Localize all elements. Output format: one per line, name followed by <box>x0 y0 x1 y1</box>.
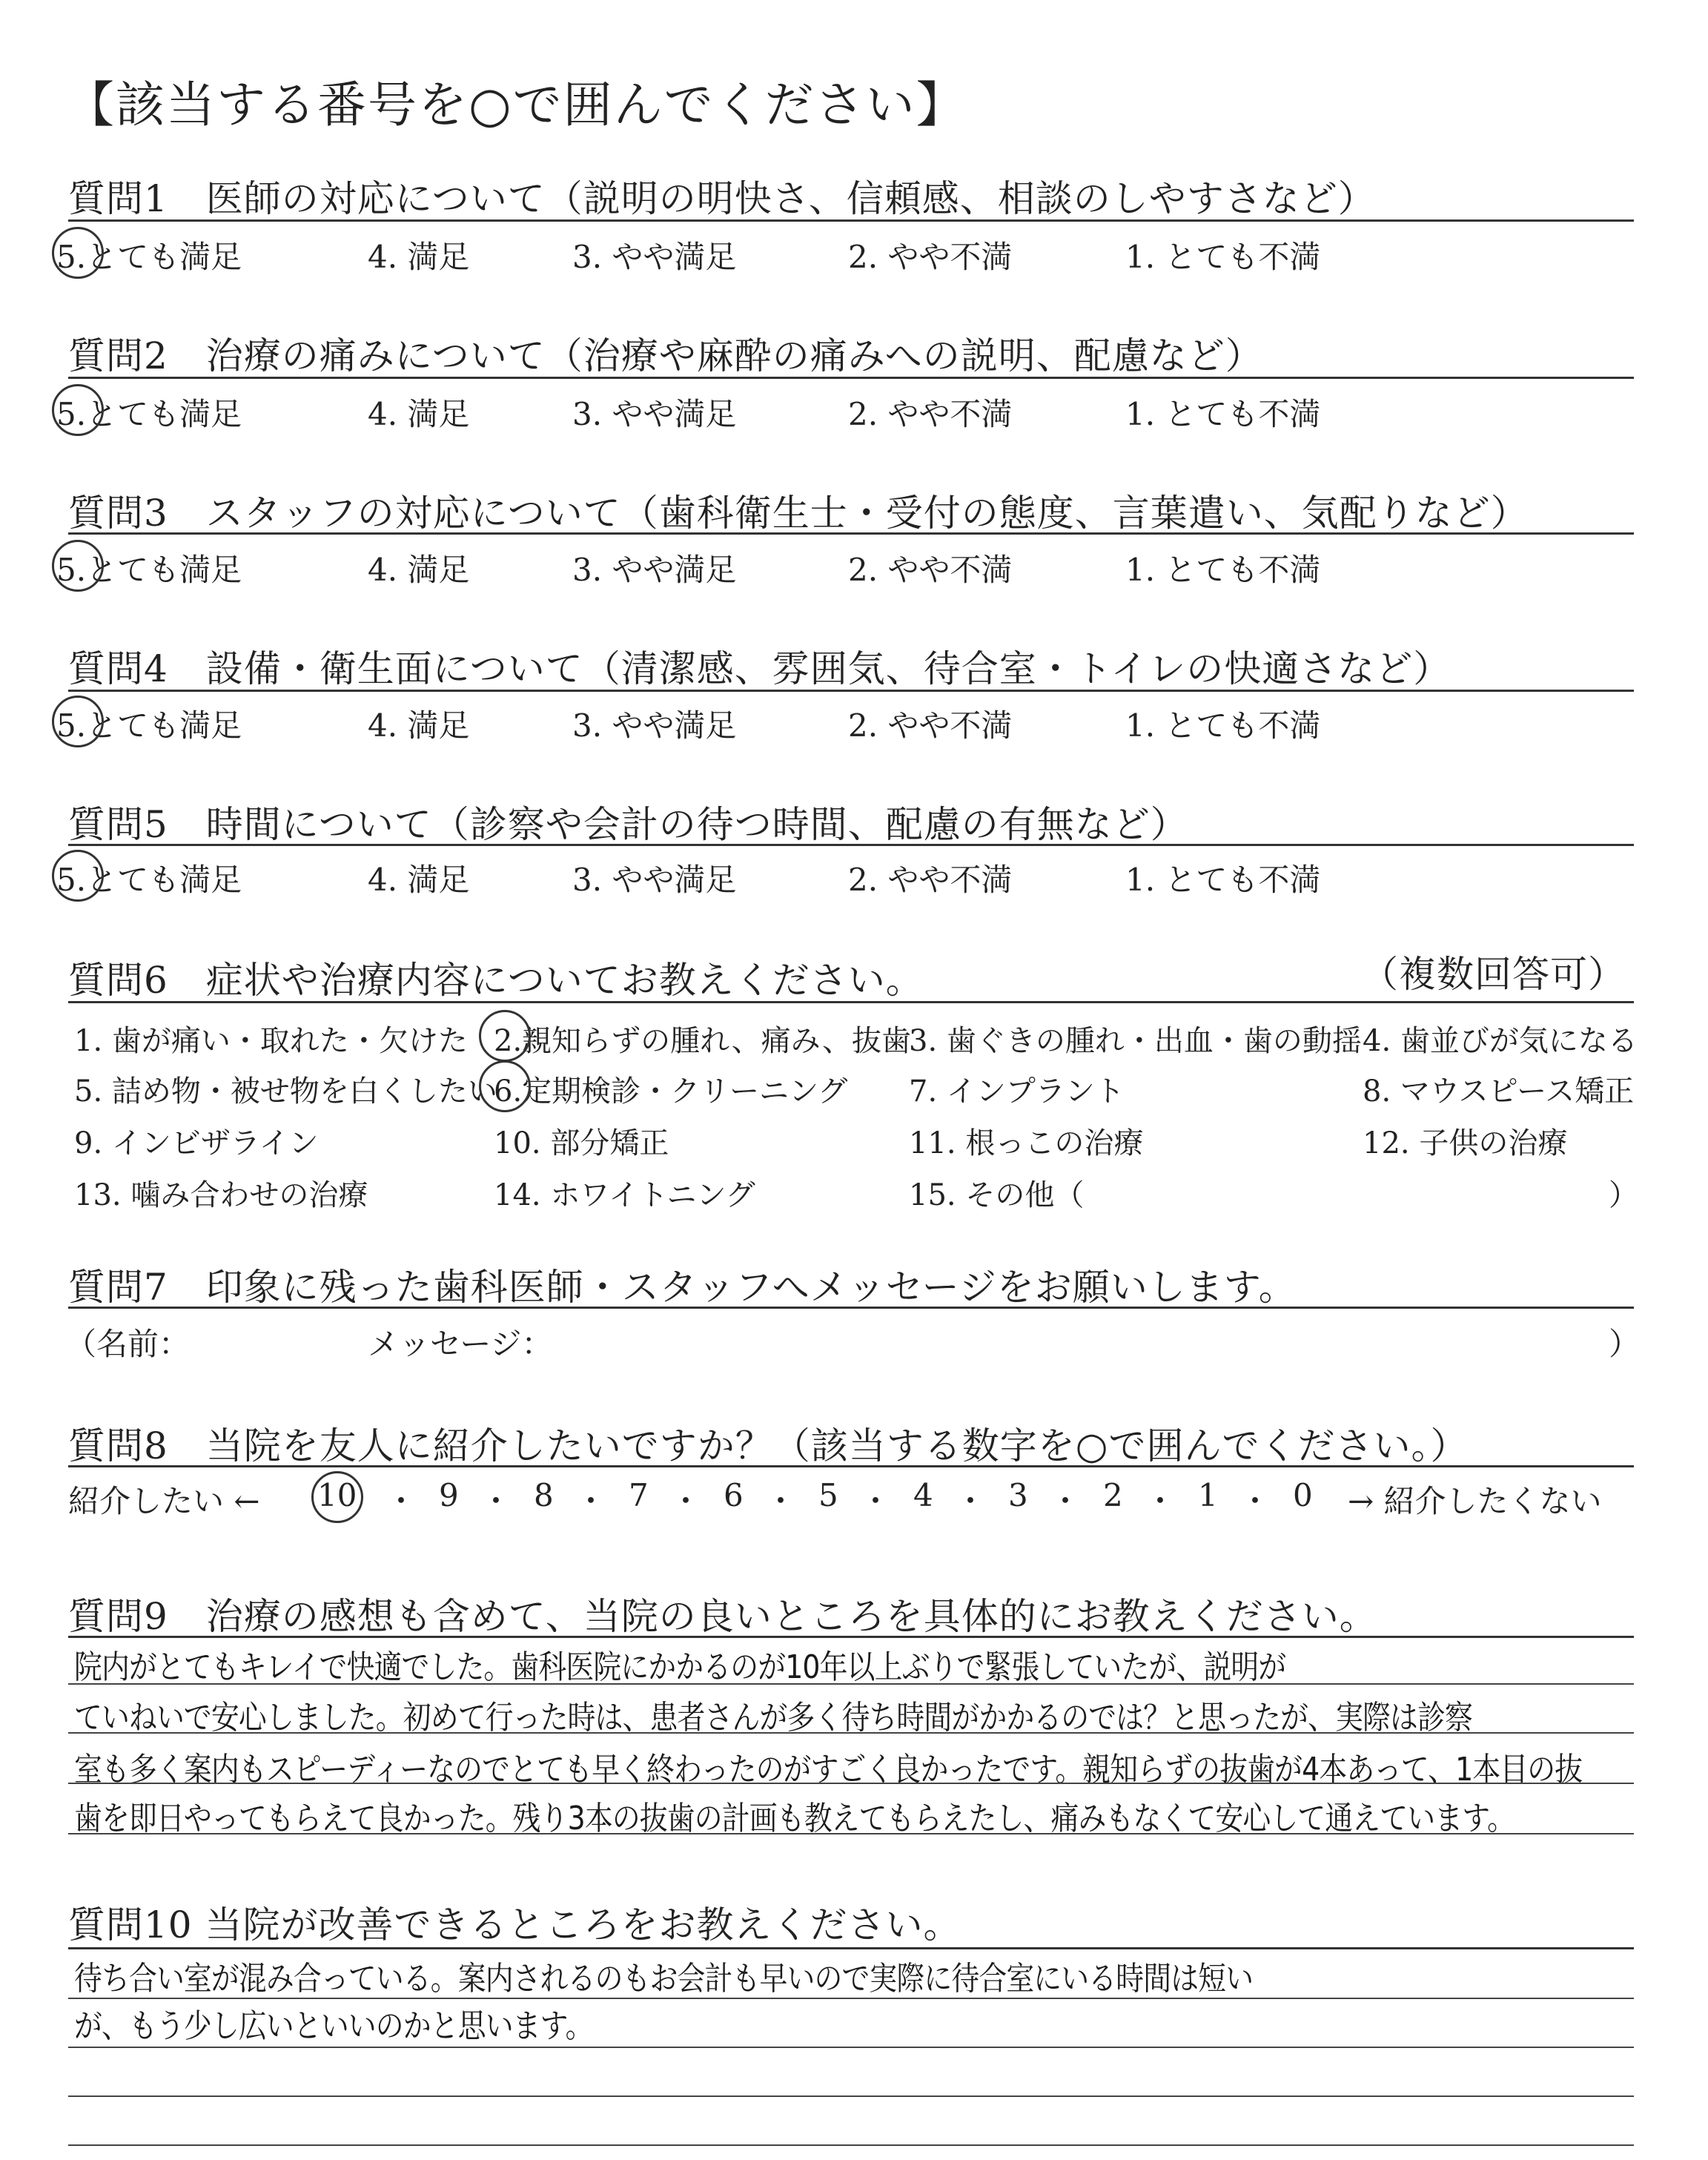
q9-answer-line-2: ていねいで安心しました。初めて行った時は、患者さんが多く待ち時間がかかるのでは？と思ったが、実際は診察 <box>74 1699 1472 1737</box>
q5-option-3[interactable]: 3. やや満足 <box>572 862 737 898</box>
question-6-title: 質問6 症状や治療内容についてお教えください。 <box>68 959 924 1002</box>
q8-scale-1[interactable]: 1 <box>1198 1477 1218 1513</box>
question-8-rule <box>68 1465 1634 1467</box>
q6-option-14[interactable]: 14. ホワイトニング <box>494 1178 755 1212</box>
q3-selection-circle <box>52 540 104 592</box>
question-9-rule <box>68 1636 1634 1638</box>
q6-option-10[interactable]: 10. 部分矯正 <box>494 1126 669 1160</box>
q8-separator: ・ <box>575 1483 607 1519</box>
q9-line <box>68 1833 1634 1834</box>
q8-scale-5[interactable]: 5 <box>818 1477 838 1513</box>
q6-option-15[interactable]: 15. その他（ <box>909 1178 1085 1212</box>
q5-option-1[interactable]: 1. とても不満 <box>1125 862 1321 898</box>
q6-option-8[interactable]: 8. マウスピース矯正 <box>1363 1074 1635 1109</box>
q4-selection-circle <box>52 696 104 747</box>
q8-scale-9[interactable]: 9 <box>439 1477 459 1513</box>
q10-line <box>68 2144 1634 2146</box>
q1-option-3[interactable]: 3. やや満足 <box>572 239 737 275</box>
q10-line <box>68 2095 1634 2097</box>
q6-option-11[interactable]: 11. 根っこの治療 <box>909 1126 1144 1160</box>
q3-option-5[interactable]: 5.とても満足 <box>56 552 242 588</box>
q8-separator: ・ <box>480 1483 512 1519</box>
q6-option-2-selection-circle <box>479 1010 531 1062</box>
question-9-title: 質問9 治療の感想も含めて、当院の良いところを具体的にお教えください。 <box>68 1595 1377 1638</box>
q9-line <box>68 1683 1634 1685</box>
q9-answer-line-4: 歯を即日やってもらえて良かった。残り3本の抜歯の計画も教えてもらえたし、痛みもなくて安心して通えています。 <box>74 1800 1515 1837</box>
question-8-title: 質問8 当院を友人に紹介したいですか？（該当する数字を○で囲んでください。） <box>68 1424 1469 1467</box>
q6-option-4[interactable]: 4. 歯並びが気になる <box>1363 1024 1638 1058</box>
q1-option-1[interactable]: 1. とても不満 <box>1125 239 1321 275</box>
q6-option-9[interactable]: 9. インビザライン <box>74 1126 319 1160</box>
q6-option-2[interactable]: 2.親知らずの腫れ、痛み、抜歯 <box>494 1024 911 1058</box>
q5-option-4[interactable]: 4. 満足 <box>368 862 470 898</box>
q3-option-2[interactable]: 2. やや不満 <box>848 552 1013 588</box>
q2-selection-circle <box>52 384 104 436</box>
q8-separator: ・ <box>955 1483 987 1519</box>
q5-option-2[interactable]: 2. やや不満 <box>848 862 1013 898</box>
q8-scale-7[interactable]: 7 <box>629 1477 649 1513</box>
q8-separator: ・ <box>1239 1483 1271 1519</box>
q7-close-paren: ） <box>1609 1326 1641 1362</box>
q4-option-4[interactable]: 4. 満足 <box>368 707 470 744</box>
question-10-rule <box>68 1947 1634 1949</box>
q8-separator: ・ <box>670 1483 702 1519</box>
question-6-rule <box>68 1001 1634 1003</box>
question-1-rule <box>68 219 1634 222</box>
q5-option-5[interactable]: 5.とても満足 <box>56 862 242 898</box>
q10-answer-line-2: が、もう少し広いといいのかと思います。 <box>74 2007 593 2045</box>
q1-option-4[interactable]: 4. 満足 <box>368 239 470 275</box>
q8-scale-2[interactable]: 2 <box>1103 1477 1123 1513</box>
q3-option-3[interactable]: 3. やや満足 <box>572 552 737 588</box>
q10-line <box>68 2047 1634 2048</box>
q6-option-15-close-paren: ） <box>1609 1178 1638 1212</box>
question-7-rule <box>68 1307 1634 1309</box>
q8-separator: ・ <box>1050 1483 1082 1519</box>
q7-name-label: （名前： <box>65 1326 191 1362</box>
q7-message-label: メッセージ： <box>368 1326 553 1362</box>
q10-answer-line-1: 待ち合い室が混み合っている。案内されるのもお会計も早いので実際に待合室にいる時間は短い <box>74 1960 1254 1998</box>
q4-option-2[interactable]: 2. やや不満 <box>848 707 1013 744</box>
q8-separator: ・ <box>385 1483 417 1519</box>
q8-selection-circle <box>311 1471 363 1523</box>
q2-option-1[interactable]: 1. とても不満 <box>1125 396 1321 432</box>
q6-option-3[interactable]: 3. 歯ぐきの腫れ・出血・歯の動揺 <box>909 1024 1362 1058</box>
q5-selection-circle <box>52 850 104 902</box>
q6-option-6-selection-circle <box>479 1060 531 1112</box>
q1-selection-circle <box>52 227 104 279</box>
question-6-note: （複数回答可） <box>1361 953 1626 996</box>
question-4-rule <box>68 690 1634 692</box>
q8-scale-6[interactable]: 6 <box>724 1477 744 1513</box>
question-3-rule <box>68 532 1634 535</box>
question-10-title: 質問10 当院が改善できるところをお教えください。 <box>68 1903 961 1946</box>
question-5-rule <box>68 844 1634 846</box>
q8-separator: ・ <box>765 1483 797 1519</box>
question-7-title: 質問7 印象に残った歯科医師・スタッフへメッセージをお願いします。 <box>68 1266 1297 1309</box>
q1-option-5[interactable]: 5.とても満足 <box>56 239 242 275</box>
q1-option-2[interactable]: 2. やや不満 <box>848 239 1013 275</box>
q8-separator: ・ <box>860 1483 892 1519</box>
q8-scale-8[interactable]: 8 <box>534 1477 554 1513</box>
q8-scale-3[interactable]: 3 <box>1008 1477 1028 1513</box>
q8-scale-0[interactable]: 0 <box>1293 1477 1313 1513</box>
q6-option-7[interactable]: 7. インプラント <box>909 1074 1125 1109</box>
question-4-title: 質問4 設備・衛生面について（清潔感、雰囲気、待合室・トイレの快適さなど） <box>68 647 1452 690</box>
q9-line <box>68 1783 1634 1784</box>
page-header: 【該当する番号を○で囲んでください】 <box>65 76 967 133</box>
q6-option-1[interactable]: 1. 歯が痛い・取れた・欠けた <box>74 1024 468 1058</box>
q4-option-1[interactable]: 1. とても不満 <box>1125 707 1321 744</box>
q2-option-4[interactable]: 4. 満足 <box>368 396 470 432</box>
q2-option-3[interactable]: 3. やや満足 <box>572 396 737 432</box>
q3-option-1[interactable]: 1. とても不満 <box>1125 552 1321 588</box>
q8-scale-4[interactable]: 4 <box>913 1477 933 1513</box>
q4-option-3[interactable]: 3. やや満足 <box>572 707 737 744</box>
q6-option-13[interactable]: 13. 噛み合わせの治療 <box>74 1178 368 1212</box>
question-2-title: 質問2 治療の痛みについて（治療や麻酔の痛みへの説明、配慮など） <box>68 334 1263 377</box>
q4-option-5[interactable]: 5.とても満足 <box>56 707 242 744</box>
question-3-title: 質問3 スタッフの対応について（歯科衛生士・受付の態度、言葉遣い、気配りなど） <box>68 492 1529 535</box>
q8-right-label: → 紹介したくない <box>1348 1483 1602 1519</box>
question-5-title: 質問5 時間について（診察や会計の待つ時間、配慮の有無など） <box>68 803 1188 846</box>
q6-option-6[interactable]: 6.定期検診・クリーニング <box>494 1074 848 1109</box>
q6-option-12[interactable]: 12. 子供の治療 <box>1363 1126 1568 1160</box>
q8-left-label: 紹介したい ← <box>68 1483 260 1519</box>
question-2-rule <box>68 377 1634 379</box>
q2-option-2[interactable]: 2. やや不満 <box>848 396 1013 432</box>
question-1-title: 質問1 医師の対応について（説明の明快さ、信頼感、相談のしやすさなど） <box>68 177 1376 220</box>
q9-answer-line-3: 室も多く案内もスピーディーなのでとても早く終わったのがすごく良かったです。親知らずの抜歯が4本あって、1本目の抜 <box>74 1751 1583 1789</box>
q6-option-5[interactable]: 5. 詰め物・被せ物を白くしたい <box>74 1074 497 1109</box>
q3-option-4[interactable]: 4. 満足 <box>368 552 470 588</box>
q8-separator: ・ <box>1145 1483 1176 1519</box>
q8-scale-10[interactable]: 10 <box>317 1477 357 1513</box>
q9-line <box>68 1732 1634 1734</box>
q2-option-5[interactable]: 5.とても満足 <box>56 396 242 432</box>
q9-answer-line-1: 院内がとてもキレイで快適でした。歯科医院にかかるのが10年以上ぶりで緊張していたが、説明が <box>74 1648 1286 1686</box>
